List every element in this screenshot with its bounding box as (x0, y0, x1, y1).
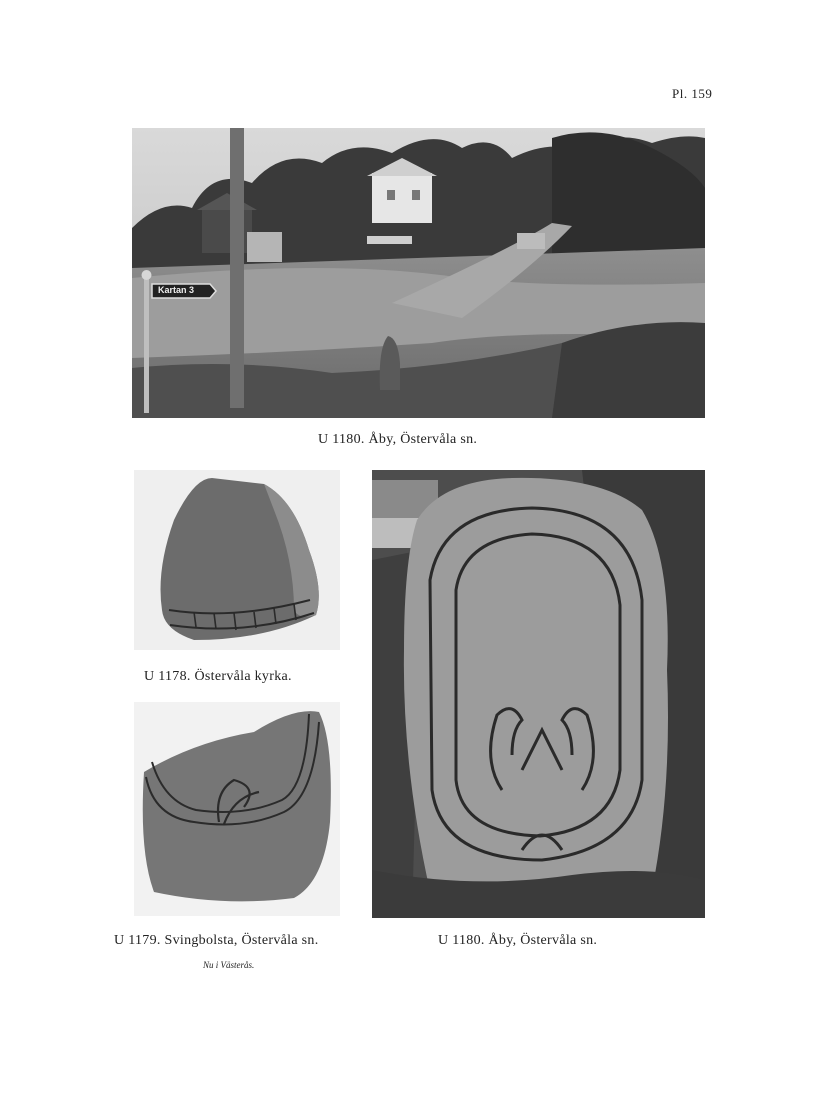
caption-u1180-top: U 1180. Åby, Östervåla sn. (318, 432, 478, 447)
caption-u1178: U 1178. Östervåla kyrka. (144, 669, 292, 684)
stone-photo-u1180 (372, 470, 705, 918)
stone-photo-u1179 (134, 702, 340, 916)
caption-u1179: U 1179. Svingbolsta, Östervåla sn. (114, 933, 319, 948)
plate-number: Pl. 159 (672, 86, 713, 101)
stone-photo-u1178 (134, 470, 340, 650)
road-sign-text: Kartan 3 (158, 285, 195, 295)
caption-u1180-bottom: U 1180. Åby, Östervåla sn. (438, 933, 598, 948)
note-u1179: Nu i Västerås. (203, 960, 255, 970)
landscape-photo (132, 128, 705, 418)
